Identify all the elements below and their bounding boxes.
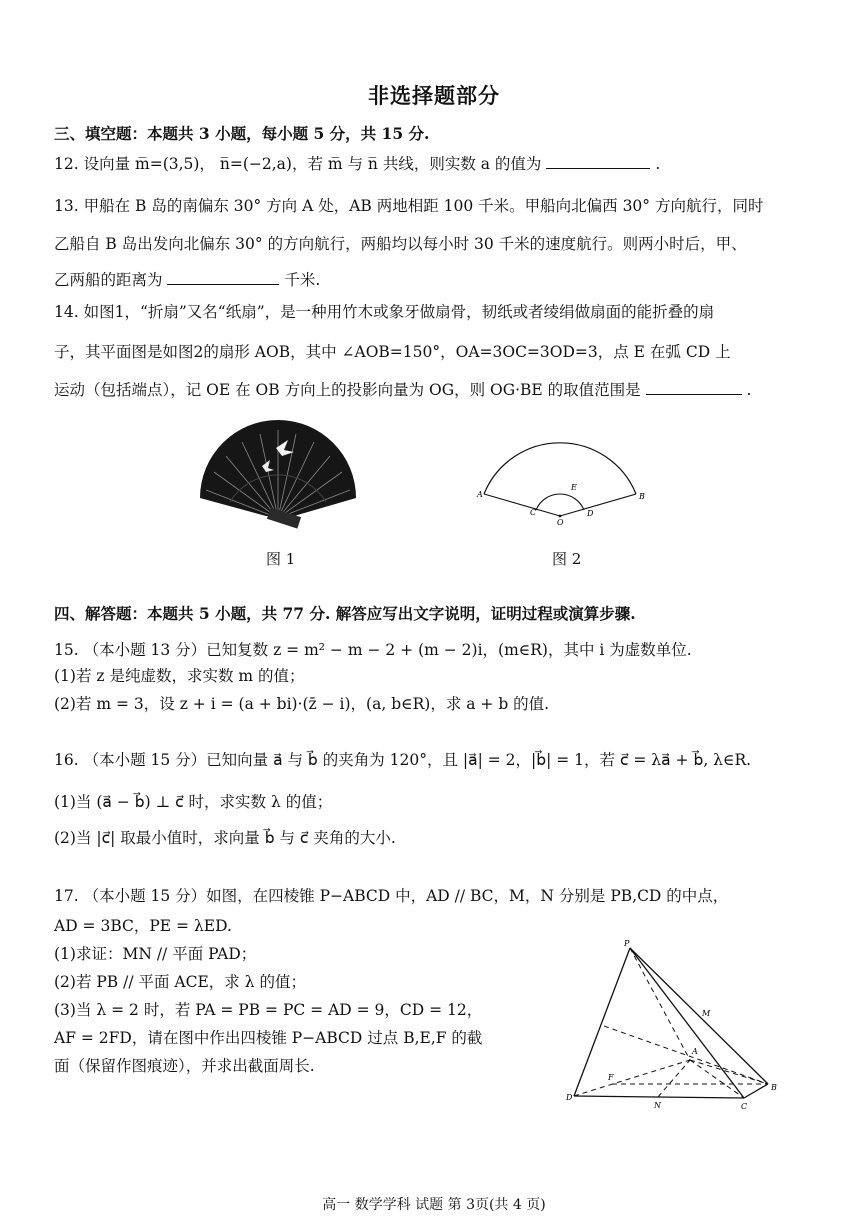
sector-diagram [476, 428, 652, 528]
q13-line-1: 13. 甲船在 B 岛的南偏东 30° 方向 A 处，AB 两地相距 100 千米。甲船向北偏西 30° 方向航行，同时 [54, 197, 764, 215]
q12-end: . [655, 155, 661, 173]
label-F: F [608, 1073, 614, 1082]
label-E: E [571, 483, 577, 492]
section3-header: 三、填空题：本题共 3 小题，每小题 5 分，共 15 分. [54, 124, 430, 143]
q17-line-2: AD = 3BC，PE = λED. [54, 917, 232, 935]
label-P: P [624, 939, 630, 948]
q17-part-1: (1)求证：MN // 平面 PAD； [54, 945, 257, 963]
figure-2-caption: 图 2 [552, 550, 582, 568]
figure-1-caption: 图 1 [266, 550, 296, 568]
q14-end: . [746, 381, 752, 399]
q17-line-1: 17. （本小题 15 分）如图，在四棱锥 P−ABCD 中，AD // BC，M，N 分别是 PB,CD 的中点， [54, 887, 729, 905]
label-C-pyramid: C [741, 1102, 748, 1111]
q15-part-1: (1)若 z 是纯虚数，求实数 m 的值； [54, 667, 305, 685]
q14-answer-blank [646, 393, 742, 395]
q16-part-1: (1)当 (a⃗ − b⃗) ⊥ c⃗ 时，求实数 λ 的值； [54, 793, 333, 811]
q17-part-3-cont-2: 面（保留作图痕迹），并求出截面周长. [54, 1057, 315, 1075]
q14-line-1: 14. 如图1，“折扇”又名“纸扇”，是一种用竹木或象牙做扇骨，韧纸或者绫绢做扇面的能折叠的扇 [54, 303, 715, 321]
q17-part-3: (3)当 λ = 2 时，若 PA = PB = PC = AD = 9，CD = 12， [54, 1001, 483, 1019]
label-C: C [530, 508, 537, 517]
page-title: 非选择题部分 [368, 83, 500, 108]
q12-answer-blank [546, 167, 650, 169]
q15-part-2: (2)若 m = 3，设 z + i = (a + bi)·(z̄ − i)，(a, b∈R)，求 a + b 的值. [54, 695, 550, 713]
q14-line-3 [54, 378, 824, 400]
label-B-pyramid: B [771, 1083, 777, 1092]
label-D: D [587, 509, 594, 518]
q16-line-1: 16. （本小题 15 分）已知向量 a⃗ 与 b⃗ 的夹角为 120°，且 |a⃗| = 2，|b⃗| = 1，若 c⃗ = λa⃗ + b⃗, λ∈R. [54, 751, 752, 769]
q17-part-2: (2)若 PB // 平面 ACE，求 λ 的值； [54, 973, 306, 991]
q13-text: 乙两船的距离为 [54, 271, 163, 289]
label-A-pyramid: A [692, 1047, 698, 1056]
question-12 [54, 152, 824, 174]
label-M: M [702, 1009, 711, 1018]
q13-answer-blank [167, 283, 279, 285]
q13-line-2: 乙船自 B 岛出发向北偏东 30° 的方向航行，两船均以每小时 30 千米的速度航行。则两小时后，甲、 [54, 235, 747, 253]
page-footer: 高一 数学学科 试题 第 3页(共 4 页) [322, 1197, 546, 1213]
label-B: B [639, 492, 645, 501]
label-D-pyramid: D [566, 1093, 573, 1102]
q12-text: 12. 设向量 m̅=(3,5)， n̅=(−2,a)，若 m̅ 与 n̅ 共线，则实数 a 的值为 [54, 155, 542, 173]
q17-part-3-cont-1: AF = 2FD，请在图中作出四棱锥 P−ABCD 过点 B,E,F 的截 [54, 1029, 483, 1047]
q13-line-3 [54, 268, 824, 290]
q13-unit: 千米. [284, 271, 321, 289]
folding-fan-photo [196, 420, 360, 532]
q16-part-2: (2)当 |c⃗| 取最小值时，求向量 b⃗ 与 c⃗ 夹角的大小. [54, 829, 396, 847]
label-N: N [654, 1101, 661, 1110]
q14-text: 运动（包括端点），记 OE 在 OB 方向上的投影向量为 OG，则 OG·BE 的取值范围是 [54, 381, 641, 399]
label-A: A [477, 490, 483, 499]
q14-line-2: 子，其平面图是如图2的扇形 AOB，其中 ∠AOB=150°，OA=3OC=3OD=3，点 E 在弧 CD 上 [54, 343, 731, 361]
section4-header: 四、解答题：本题共 5 小题，共 77 分. 解答应写出文字说明，证明过程或演算步骤. [54, 604, 636, 623]
label-O: O [557, 518, 564, 527]
pyramid-diagram [566, 934, 786, 1112]
q15-line-1: 15. （本小题 13 分）已知复数 z = m² − m − 2 + (m − 2)i，(m∈R)，其中 i 为虚数单位. [54, 641, 692, 659]
